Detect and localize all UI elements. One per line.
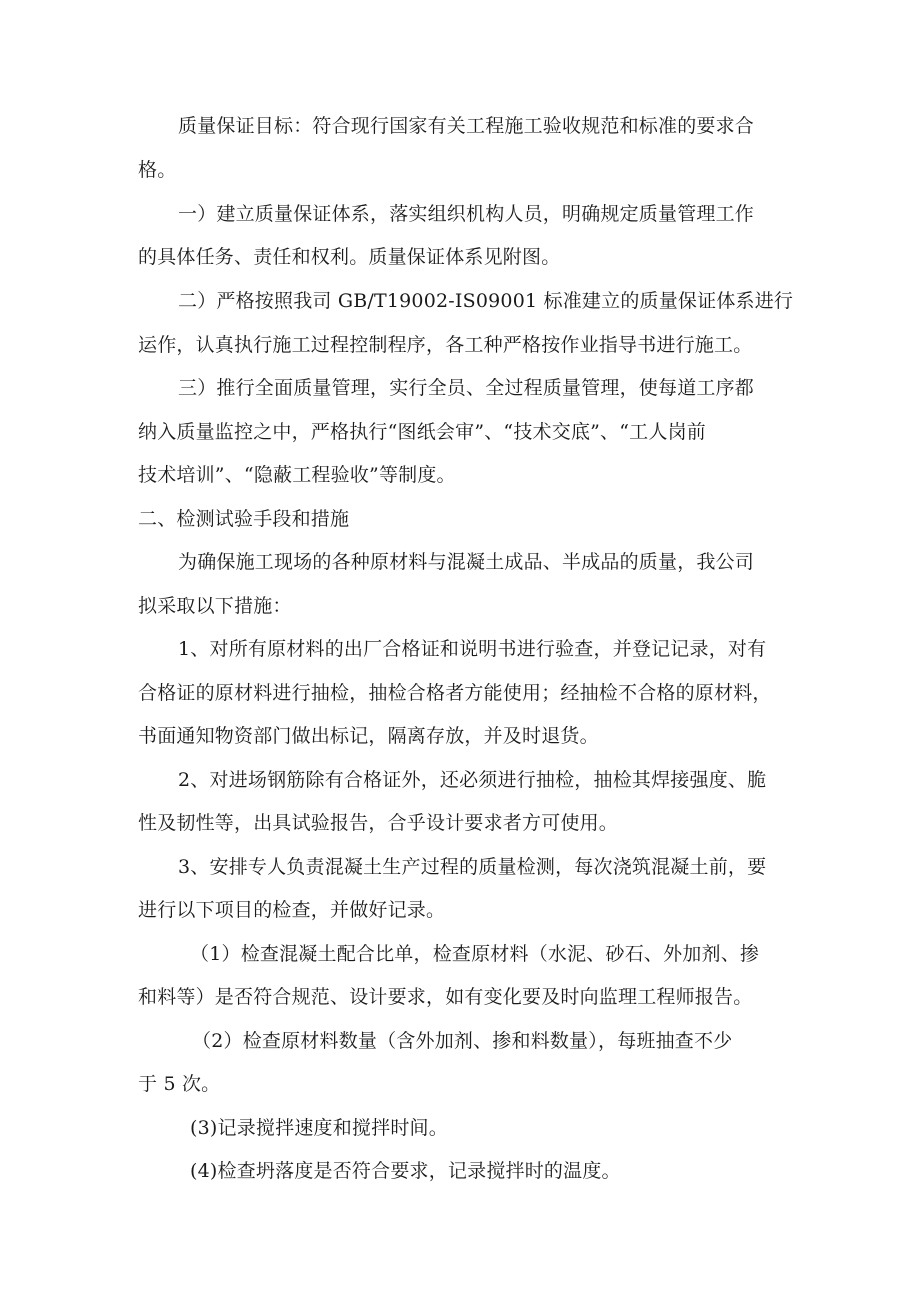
body-text-line: 纳入质量监控之中，严格执行“图纸会审”、“技术交底”、“工人岗前 (138, 421, 706, 443)
body-text-line: 性及韧性等，出具试验报告，合乎设计要求者方可使用。 (138, 812, 619, 834)
body-text-line: （1）检查混凝土配合比单，检查原材料（水泥、砂石、外加剂、掺 (190, 943, 760, 965)
body-text-line: 1、对所有原材料的出厂合格证和说明书进行验查，并登记记录，对有 (178, 638, 767, 660)
body-text-line: 书面通知物资部门做出标记，隔离存放，并及时退货。 (138, 725, 599, 747)
body-text-line: 为确保施工现场的各种原材料与混凝土成品、半成品的质量，我公司 (178, 551, 755, 573)
body-text-line: 3、安排专人负责混凝土生产过程的质量检测，每次浇筑混凝土前，要 (178, 856, 767, 878)
body-text-line: 进行以下项目的检查，并做好记录。 (138, 899, 446, 921)
body-text-line: 拟采取以下措施： (138, 595, 292, 617)
body-text-line: 合格证的原材料进行抽检，抽检合格者方能使用；经抽检不合格的原材料， (138, 682, 772, 704)
body-text-line: 技术培训”、“隐蔽工程验收”等制度。 (138, 464, 456, 486)
body-text-line: 的具体任务、责任和权利。质量保证体系见附图。 (138, 246, 561, 268)
section-heading: 二、检测试验手段和措施 (138, 508, 350, 530)
body-text-line: 三）推行全面质量管理，实行全员、全过程质量管理，使每道工序都 (178, 377, 755, 399)
body-text-line: 于 5 次。 (138, 1073, 221, 1095)
body-text-line: 运作，认真执行施工过程控制程序，各工种严格按作业指导书进行施工。 (138, 334, 753, 356)
body-text-line: 质量保证目标：符合现行国家有关工程施工验收规范和标准的要求合 (178, 115, 755, 137)
body-text-line: 2、对进场钢筋除有合格证外，还必须进行抽检，抽检其焊接强度、脆 (178, 769, 767, 791)
body-text-line: 格。 (138, 159, 177, 181)
body-text-line: (3)记录搅拌速度和搅拌时间。 (190, 1117, 448, 1139)
body-text-line: 二）严格按照我司 GB/T19002-IS09001 标准建立的质量保证体系进行 (178, 290, 794, 312)
body-text-line: （2）检查原材料数量（含外加剂、掺和料数量），每班抽查不少 (192, 1030, 733, 1052)
body-text-line: (4)检查坍落度是否符合要求，记录搅拌时的温度。 (190, 1160, 621, 1182)
body-text-line: 一）建立质量保证体系，落实组织机构人员，明确规定质量管理工作 (178, 203, 755, 225)
body-text-line: 和料等）是否符合规范、设计要求，如有变化要及时向监理工程师报告。 (138, 986, 753, 1008)
